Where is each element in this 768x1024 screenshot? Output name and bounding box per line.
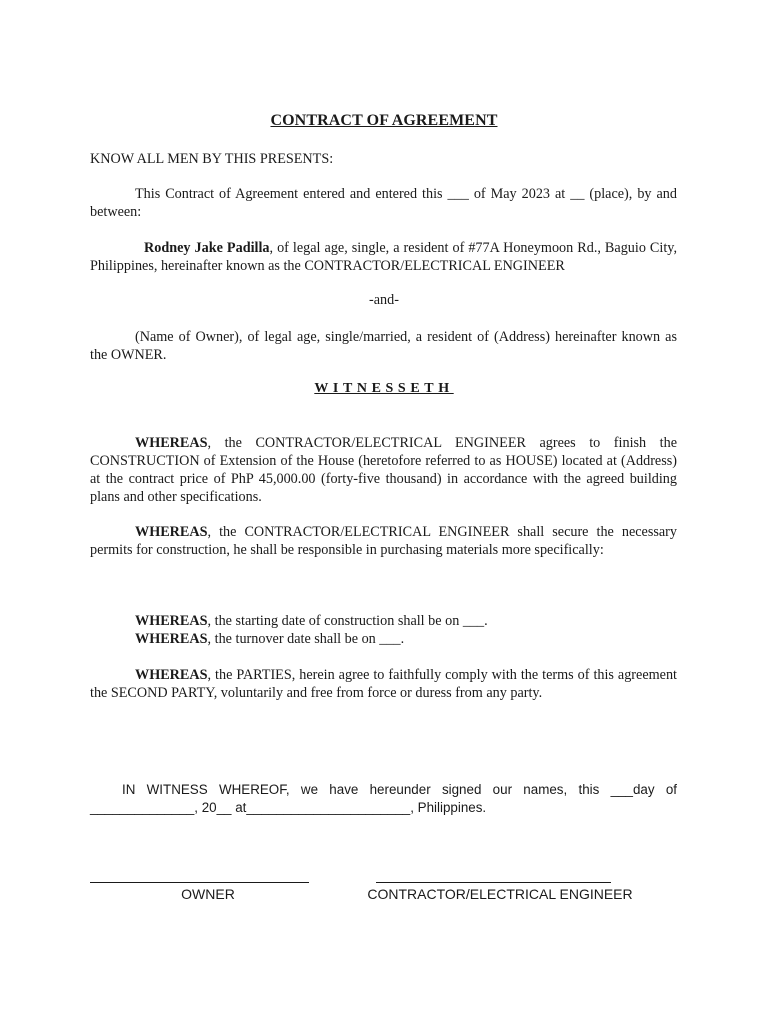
owner-signature-label: OWNER <box>181 886 235 902</box>
contractor-name: Rodney Jake Padilla <box>144 240 270 256</box>
whereas-keyword: WHEREAS <box>135 631 208 647</box>
intro-line: KNOW ALL MEN BY THIS PRESENTS: <box>90 151 334 167</box>
witnesseth-heading: WITNESSETH <box>314 381 454 396</box>
whereas-keyword: WHEREAS <box>135 667 208 683</box>
and-separator: -and- <box>369 292 399 308</box>
whereas-text: , the CONTRACTOR/ELECTRICAL ENGINEER agrees to finish the CONSTRUCTION of Extension of the House (heretofore referred to as HOUSE) located at (Address) at the contract price of PhP 45,000.00 (forty-five thousand) in accordance with the agreed building plans and other specifications. <box>90 435 677 505</box>
whereas-text: , the starting date of construction shall be on ___. <box>207 613 488 629</box>
opening-paragraph: This Contract of Agreement entered and entered this ___ of May 2023 at __ (place), by and between: <box>90 186 677 220</box>
contractor-signature-line <box>376 882 611 883</box>
owner-paragraph: (Name of Owner), of legal age, single/married, a resident of (Address) hereinafter known as the OWNER. <box>90 329 677 363</box>
whereas-clause-4 <box>135 630 677 648</box>
owner-signature-line <box>90 882 309 883</box>
whereas-text: , the PARTIES, herein agree to faithfully comply with the terms of this agreement the SECOND PARTY, voluntarily and free from force or duress from any party. <box>90 667 677 701</box>
witness-whereof-paragraph: IN WITNESS WHEREOF, we have hereunder signed our names, this ___day of ______________, 20__ at______________________, Philippines. <box>90 782 677 815</box>
contractor-signature-label: CONTRACTOR/ELECTRICAL ENGINEER <box>367 886 633 902</box>
whereas-clause-1 <box>90 434 677 506</box>
whereas-clause-2 <box>90 523 677 559</box>
whereas-keyword: WHEREAS <box>135 613 208 629</box>
whereas-clause-5 <box>90 666 677 702</box>
whereas-keyword: WHEREAS <box>135 524 208 540</box>
whereas-text: , the turnover date shall be on ___. <box>207 631 405 647</box>
whereas-clause-3 <box>135 612 677 630</box>
whereas-keyword: WHEREAS <box>135 435 208 451</box>
document-title: CONTRACT OF AGREEMENT <box>270 112 498 129</box>
contractor-description: , of legal age, single, a resident of #77A Honeymoon Rd., Baguio City, Philippines, hereinafter known as the CONTRACTOR/ELECTRICAL ENGINEER <box>90 240 678 274</box>
whereas-text: , the CONTRACTOR/ELECTRICAL ENGINEER shall secure the necessary permits for construction, he shall be responsible in purchasing materials more specifically: <box>90 524 677 558</box>
contractor-paragraph <box>90 239 677 275</box>
